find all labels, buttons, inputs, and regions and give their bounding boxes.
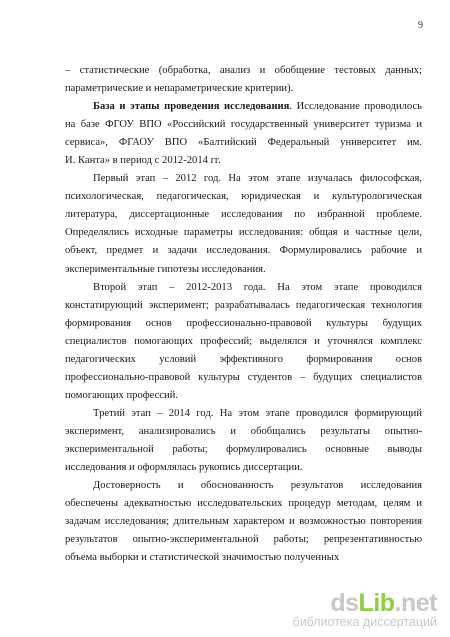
- paragraph-6-line: [65, 531, 422, 549]
- paragraph-4-line: [65, 351, 422, 369]
- paragraph-2-line: [65, 116, 422, 134]
- watermark-subtitle: библиотека диссертаций: [292, 615, 437, 629]
- paragraph-1-line: [65, 62, 422, 80]
- paragraph-5-line: [65, 459, 422, 477]
- line-text: экспериментальные гипотезы исследования.: [65, 263, 266, 275]
- paragraph-3-line: [65, 206, 422, 224]
- line-text: эксперимент, анализировались и обобщались результаты опытно-: [65, 425, 422, 437]
- line-text: констатирующий эксперимент; разрабатывалась педагогическая технология: [65, 299, 422, 311]
- line-text: задачам исследования; длительным характером и возможностью повторения: [65, 516, 422, 528]
- line-text: сервиса», ФГАОУ ВПО «Балтийский Федеральный университет им.: [65, 137, 422, 149]
- watermark-logo-part1: ds: [330, 589, 359, 617]
- paragraph-5-line: [65, 441, 422, 459]
- line-text: исследования и оформлялась рукопись диссертации.: [65, 462, 303, 474]
- paragraph-6-line: [65, 513, 422, 531]
- watermark-logo-part2: Lib: [358, 589, 395, 617]
- paragraph-2-line: [65, 152, 422, 170]
- paragraph-4-line: [65, 369, 422, 387]
- paragraph-4-line: [65, 333, 422, 351]
- line-text: литература, диссертационные исследования по избранной проблеме.: [65, 209, 422, 221]
- line-text: экспериментальной работы; формулировались основные выводы: [65, 443, 422, 455]
- watermark-logo-part3: .net: [394, 589, 437, 617]
- paragraph-5-line: [65, 423, 422, 441]
- line-text: на базе ФГОУ ВПО «Российский государственный университет туризма и: [65, 119, 422, 131]
- paragraph-6-line: [65, 477, 422, 495]
- section-heading-inline: База и этапы проведения исследования: [93, 101, 290, 113]
- line-text: формирования основ профессионально-правовой культуры будущих: [65, 317, 422, 329]
- paragraph-4-line: [65, 297, 422, 315]
- paragraph-3-line: [65, 170, 422, 188]
- dslib-watermark: [293, 590, 437, 629]
- paragraph-3-line: [65, 242, 422, 260]
- paragraph-1-line: [65, 80, 422, 98]
- line-text: . Исследование проводилось: [289, 101, 422, 113]
- line-text: И. Канта» в период с 2012-2014 гг.: [65, 155, 221, 167]
- paragraph-3-line: [65, 261, 422, 279]
- line-text: педагогических условий эффективного формирования основ: [65, 353, 422, 365]
- line-text: Достоверность и обоснованность результатов исследования: [93, 480, 422, 492]
- line-text: объект, предмет и задачи исследования. Формулировались рабочие и: [65, 245, 422, 257]
- paragraph-4-line: [65, 279, 422, 297]
- line-text: объема выборки и статистической значимостью полученных: [65, 552, 340, 564]
- line-text: Третий этап – 2014 год. На этом этапе проводился формирующий: [93, 407, 422, 419]
- line-text: – статистические (обработка, анализ и обобщение тестовых данных;: [65, 65, 422, 76]
- line-text: Второй этап – 2012-2013 года. На этом этапе проводился: [93, 281, 422, 293]
- paragraph-3-line: [65, 224, 422, 242]
- line-text: параметрические и непараметрические критерии).: [65, 83, 294, 95]
- line-text: Первый этап – 2012 год. На этом этапе изучалась философская,: [93, 173, 422, 185]
- line-text: помогающих профессий.: [65, 389, 178, 401]
- paragraph-2-line: [65, 98, 422, 116]
- paragraph-3-line: [65, 188, 422, 206]
- paragraph-4-line: [65, 315, 422, 333]
- page-number: 9: [418, 20, 423, 31]
- line-text: обеспечены адекватностью исследовательских процедур методам, целям и: [65, 498, 422, 510]
- paragraph-5-line: [65, 405, 422, 423]
- line-text: профессионально-правовой культуры студентов – будущих специалистов: [65, 371, 422, 383]
- watermark-logo: [293, 590, 437, 616]
- paragraph-6-line: [65, 549, 422, 567]
- paragraph-2-line: [65, 134, 422, 152]
- paragraph-4-line: [65, 387, 422, 405]
- line-text: психологическая, педагогическая, юридическая и культурологическая: [65, 191, 422, 203]
- paragraph-6-line: [65, 495, 422, 513]
- line-text: Определялись исходные параметры исследования: общая и частные цели,: [65, 227, 422, 239]
- line-text: специалистов помогающих профессий; выделялся и уточнялся комплекс: [65, 335, 422, 347]
- document-body: [65, 62, 422, 567]
- line-text: результатов опытно-экспериментальной работы; репрезентативностью: [65, 534, 422, 546]
